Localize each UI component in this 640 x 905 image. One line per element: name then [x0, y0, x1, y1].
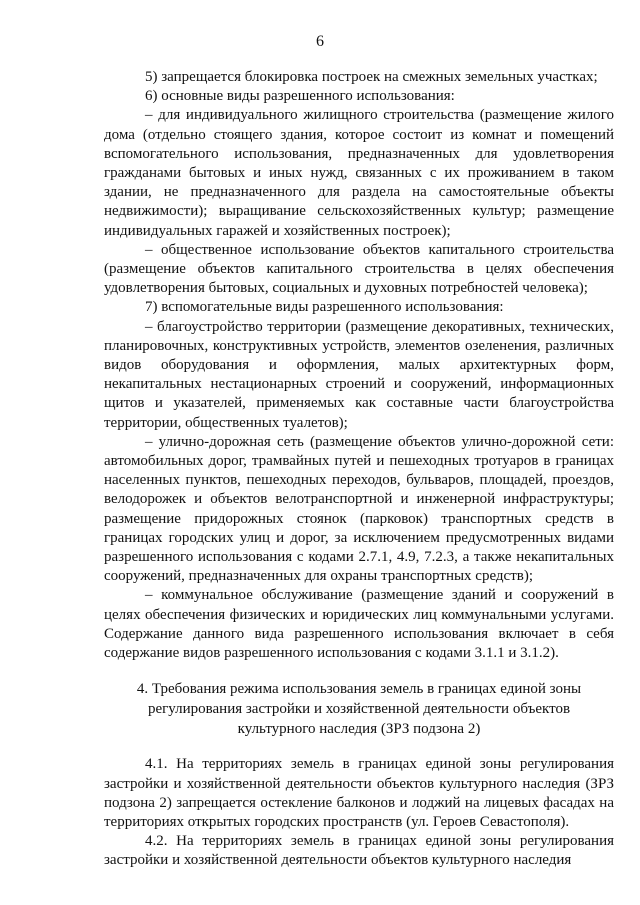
list-item-5: 5) запрещается блокировка построек на смежных земельных участках; — [145, 69, 598, 85]
use-street-network: – улично-дорожная сеть (размещение объектов улично-дорожной сети: автомобильных дорог, трамвайных путей и пешеходных тротуаров в границах населенных пунктов, пешеходных переходов, бульваров, площадей, проездов, велодорожек и объектов велотранспортной и инженерной инфраструктуры; размещение придорожных стоянок (парковок) транспортных средств в границах городских улиц и дорог, за исключением предусмотренных видами разрешенного использования с кодами 2.7.1, 4.9, 7.2.3, а также некапитальных сооружений, предназначенных для охраны транспортных средств); — [104, 433, 614, 585]
use-communal-service: – коммунальное обслуживание (размещение зданий и сооружений в целях обеспечения физических и юридических лиц коммунальными услугами. Содержание данного вида разрешенного использования включает в себя содержание видов разрешенного использования с кодами 3.1.1 и 3.1.2). — [104, 587, 614, 662]
document-body — [104, 68, 614, 871]
use-public-capital: – общественное использование объектов капитального строительства (размещение объектов капитального строительства в целях обеспечения удовлетворения бытовых, социальных и духовных потребностей человека); — [104, 241, 614, 297]
page-number: 6 — [316, 33, 324, 50]
section-heading — [104, 679, 614, 739]
use-individual-housing: – для индивидуального жилищного строительства (размещение жилого дома (отдельно стоящего здания, которое состоит из комнат и помещений вспомогательного использования, предназначенных для удовлетворения гражданами бытовых и иных нужд, связанных с их проживанием в таком здании, не предназначенного для раздела на самостоятельные объекты недвижимости); выращивание сельскохозяйственных культур; размещение индивидуальных гаражей и хозяйственных построек); — [104, 107, 614, 239]
use-landscaping: – благоустройство территории (размещение декоративных, технических, планировочных, конструктивных устройств, элементов озеленения, различных видов оборудования и оформления, малых архитектурных форм, некапитальных нестационарных строений и сооружений, информационных щитов и указателей, применяемых как составные части благоустройства территории, общественных туалетов); — [104, 318, 614, 431]
clause-4-1: 4.1. На территориях земель в границах единой зоны регулирования застройки и хозяйственной деятельности объектов культурного наследия (ЗРЗ подзона 2) запрещается остекление балконов и лоджий на лицевых фасадах на территориях открытых городских пространств (ул. Героев Севастополя). — [104, 756, 614, 830]
section-heading-line-2: регулирования застройки и хозяйственной деятельности объектов — [147, 701, 571, 718]
section-heading-line-1: 4. Требования режима использования земель в границах единой зоны — [136, 681, 582, 698]
list-item-6: 6) основные виды разрешенного использования: — [145, 88, 455, 105]
clause-4-2: 4.2. На территориях земель в границах единой зоны регулирования застройки и хозяйственной деятельности объектов культурного наследия — [104, 833, 614, 869]
section-heading-line-3: культурного наследия (ЗРЗ подзона 2) — [237, 721, 481, 738]
list-item-7: 7) вспомогательные виды разрешенного использования: — [145, 299, 504, 316]
